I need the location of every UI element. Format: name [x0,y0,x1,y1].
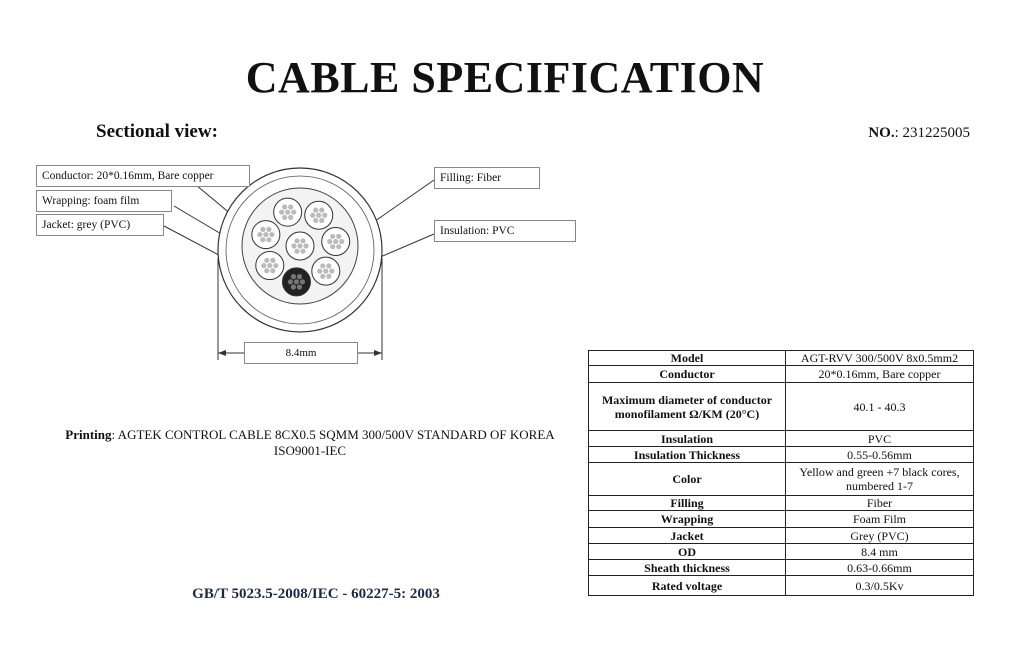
spec-row [589,496,974,511]
conductor-strand [291,243,296,248]
conductor-strand [297,284,302,289]
conductor-strand [266,227,271,232]
spec-key: Model [589,351,786,366]
conductor-strand [300,249,305,254]
conductor-strand [294,279,299,284]
conductor-strand [313,218,318,223]
conductor-strand [288,204,293,209]
spec-key: Maximum diameter of conductor monofilament Ω/KM (20°C) [589,383,786,431]
conductor-strand [326,263,331,268]
conductor-strand [330,244,335,249]
conductor-strand [282,215,287,220]
spec-row [589,431,974,447]
spec-value: 8.4 mm [786,544,974,560]
conductor-strand [269,232,274,237]
conductor-strand [264,268,269,273]
conductor-strand [294,238,299,243]
conductor-strand [336,234,341,239]
spec-row [589,383,974,431]
conductor-strand [333,239,338,244]
conductor-strand [316,213,321,218]
sectional-view-label: Sectional view: [96,121,218,142]
spec-key: Conductor [589,366,786,383]
conductor-strand [336,244,341,249]
spec-row [589,366,974,383]
conductor-strand [291,210,296,215]
spec-key: OD [589,544,786,560]
conductor-strand [288,279,293,284]
conductor-strand [270,268,275,273]
conductor-strand [291,274,296,279]
spec-key: Filling [589,496,786,511]
spec-value: 0.3/0.5Kv [786,576,974,596]
conductor-strand [330,234,335,239]
spec-table [588,350,974,596]
spec-key: Wrapping [589,511,786,528]
conductor-strand [303,243,308,248]
spec-key: Rated voltage [589,576,786,596]
spec-value: Grey (PVC) [786,528,974,544]
conductor-strand [282,204,287,209]
conductor-strand [257,232,262,237]
doc-no-label: NO. [868,125,895,141]
spec-value: Yellow and green +7 black cores, numbered 1-7 [786,463,974,496]
conductor-strand [260,227,265,232]
spec-key: Color [589,463,786,496]
conductor-strand [288,215,293,220]
doc-no-value: : 231225005 [894,125,970,141]
conductor-strand [322,213,327,218]
spec-value: AGT-RVV 300/500V 8x0.5mm2 [786,351,974,366]
callout-wrapping: Wrapping: foam film [36,190,172,212]
spec-value: 20*0.16mm, Bare copper [786,366,974,383]
spec-value: 0.63-0.66mm [786,560,974,576]
conductor-strand [261,263,266,268]
printing-value: : AGTEK CONTROL CABLE 8CX0.5 SQMM 300/500V STANDARD OF KOREA ISO9001-IEC [111,427,555,458]
conductor-strand [313,207,318,212]
conductor-strand [319,218,324,223]
spec-key: Sheath thickness [589,560,786,576]
spec-value: 40.1 - 40.3 [786,383,974,431]
conductor-strand [291,284,296,289]
spec-value: PVC [786,431,974,447]
od-dimension-label: 8.4mm [244,342,358,364]
callout-jacket: Jacket: grey (PVC) [36,214,164,236]
spec-row [589,560,974,576]
conductor-strand [326,274,331,279]
callout-filling: Filling: Fiber [434,167,540,189]
standard-reference: GB/T 5023.5-2008/IEC - 60227-5: 2003 [192,586,440,602]
spec-row [589,351,974,366]
conductor-strand [294,249,299,254]
conductor-strand [317,269,322,274]
conductor-strand [267,263,272,268]
spec-key: Insulation [589,431,786,447]
conductor-strand [319,207,324,212]
conductor-strand [320,274,325,279]
conductor-strand [264,258,269,263]
conductor-strand [270,258,275,263]
conductor-strand [323,269,328,274]
spec-row [589,447,974,463]
spec-key: Insulation Thickness [589,447,786,463]
spec-value: 0.55-0.56mm [786,447,974,463]
printing-text [40,427,580,459]
conductor-strand [339,239,344,244]
conductor-strand [300,238,305,243]
spec-row [589,528,974,544]
conductor-strand [329,269,334,274]
conductor-strand [300,279,305,284]
spec-value: Fiber [786,496,974,511]
conductor-strand [320,263,325,268]
callout-insulation: Insulation: PVC [434,220,576,242]
document-title: CABLE SPECIFICATION [245,53,765,102]
printing-label: Printing [65,427,112,442]
conductor-strand [279,210,284,215]
conductor-strand [260,237,265,242]
spec-row [589,544,974,560]
callout-conductor: Conductor: 20*0.16mm, Bare copper [36,165,250,187]
conductor-strand [297,243,302,248]
conductor-strand [285,210,290,215]
conductor-strand [263,232,268,237]
spec-row [589,576,974,596]
conductor-strand [297,274,302,279]
spec-value: Foam Film [786,511,974,528]
conductor-strand [266,237,271,242]
spec-key: Jacket [589,528,786,544]
conductor-strand [310,213,315,218]
conductor-strand [273,263,278,268]
spec-row [589,463,974,496]
spec-row [589,511,974,528]
conductor-strand [327,239,332,244]
